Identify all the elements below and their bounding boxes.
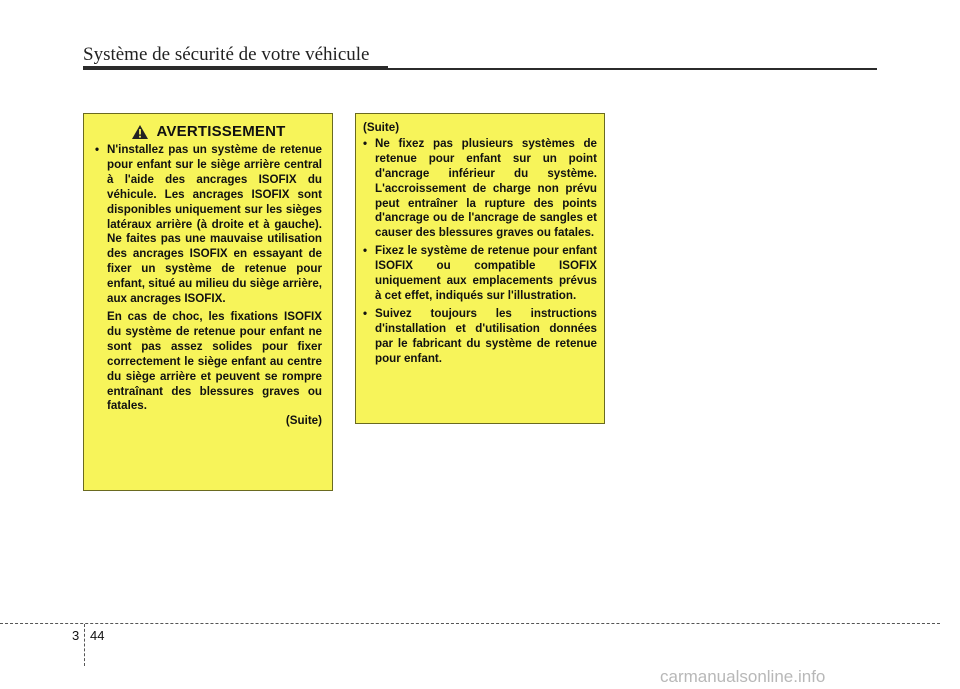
bullet-dot: • [363, 306, 368, 320]
continued-label: (Suite) [363, 121, 400, 134]
section-title: Système de sécurité de votre véhicule [83, 44, 370, 65]
footer-divider [84, 624, 85, 666]
warning-paragraph: En cas de choc, les fixations ISOFIX du système de retenue pour enfant ne sont pas assez solides pour fixer correctement le siège enfant au centre du siège arrière et peuvent se rompre entraînant des blessures graves ou fatales. [107, 309, 322, 413]
warning-box-right [355, 113, 605, 424]
bullet-dot: • [363, 244, 368, 258]
bullet-dot: • [363, 136, 368, 150]
bullet-text: Suivez toujours les instructions d'installation et d'utilisation données par le fabricant du système de retenue pour enfant. [375, 306, 597, 365]
continued-label: (Suite) [285, 414, 322, 428]
warning-heading [95, 124, 322, 140]
header-rule-thick [83, 66, 388, 70]
chapter-number: 3 [72, 628, 80, 643]
warning-bullet [95, 143, 322, 307]
bullet-text: Fixez le système de retenue pour enfant ISOFIX ou compatible ISOFIX uniquement aux emplacements prévus à cet effet, indiqués sur l'illustration. [375, 244, 597, 302]
footer-rule [0, 623, 940, 624]
warning-title: AVERTISSEMENT [156, 122, 286, 140]
warning-bullet [363, 244, 597, 304]
page-number: 44 [90, 628, 105, 643]
header-rule-thin [388, 68, 877, 70]
watermark: carmanualsonline.info [660, 667, 826, 686]
bullet-text: N'installez pas un système de retenue pour enfant sur le siège arrière central à l'aide des ancrages ISOFIX du véhicule. Les ancrages ISOFIX sont disponibles uniquement sur les sièges latéraux arrière (à droite et à gauche). Ne faites pas une mauvaise utilisation des ancrages ISOFIX en essayant de fixer un système de retenue pour enfant, situé au milieu du siège arrière, aux ancrages ISOFIX. [107, 143, 322, 306]
bullet-text: Ne fixez pas plusieurs systèmes de retenue pour enfant sur un point d'ancrage inférieur du système. L'accroissement de charge non prévu peut entraîner la rupture des points d'ancrage ou de l'ancrage de sangles et causer des blessures graves ou fatales. [375, 136, 597, 240]
warning-bullet [363, 307, 597, 367]
warning-box-left [83, 113, 333, 491]
bullet-dot: • [95, 143, 100, 156]
warning-triangle-icon [131, 124, 149, 140]
warning-bullet [363, 137, 597, 241]
